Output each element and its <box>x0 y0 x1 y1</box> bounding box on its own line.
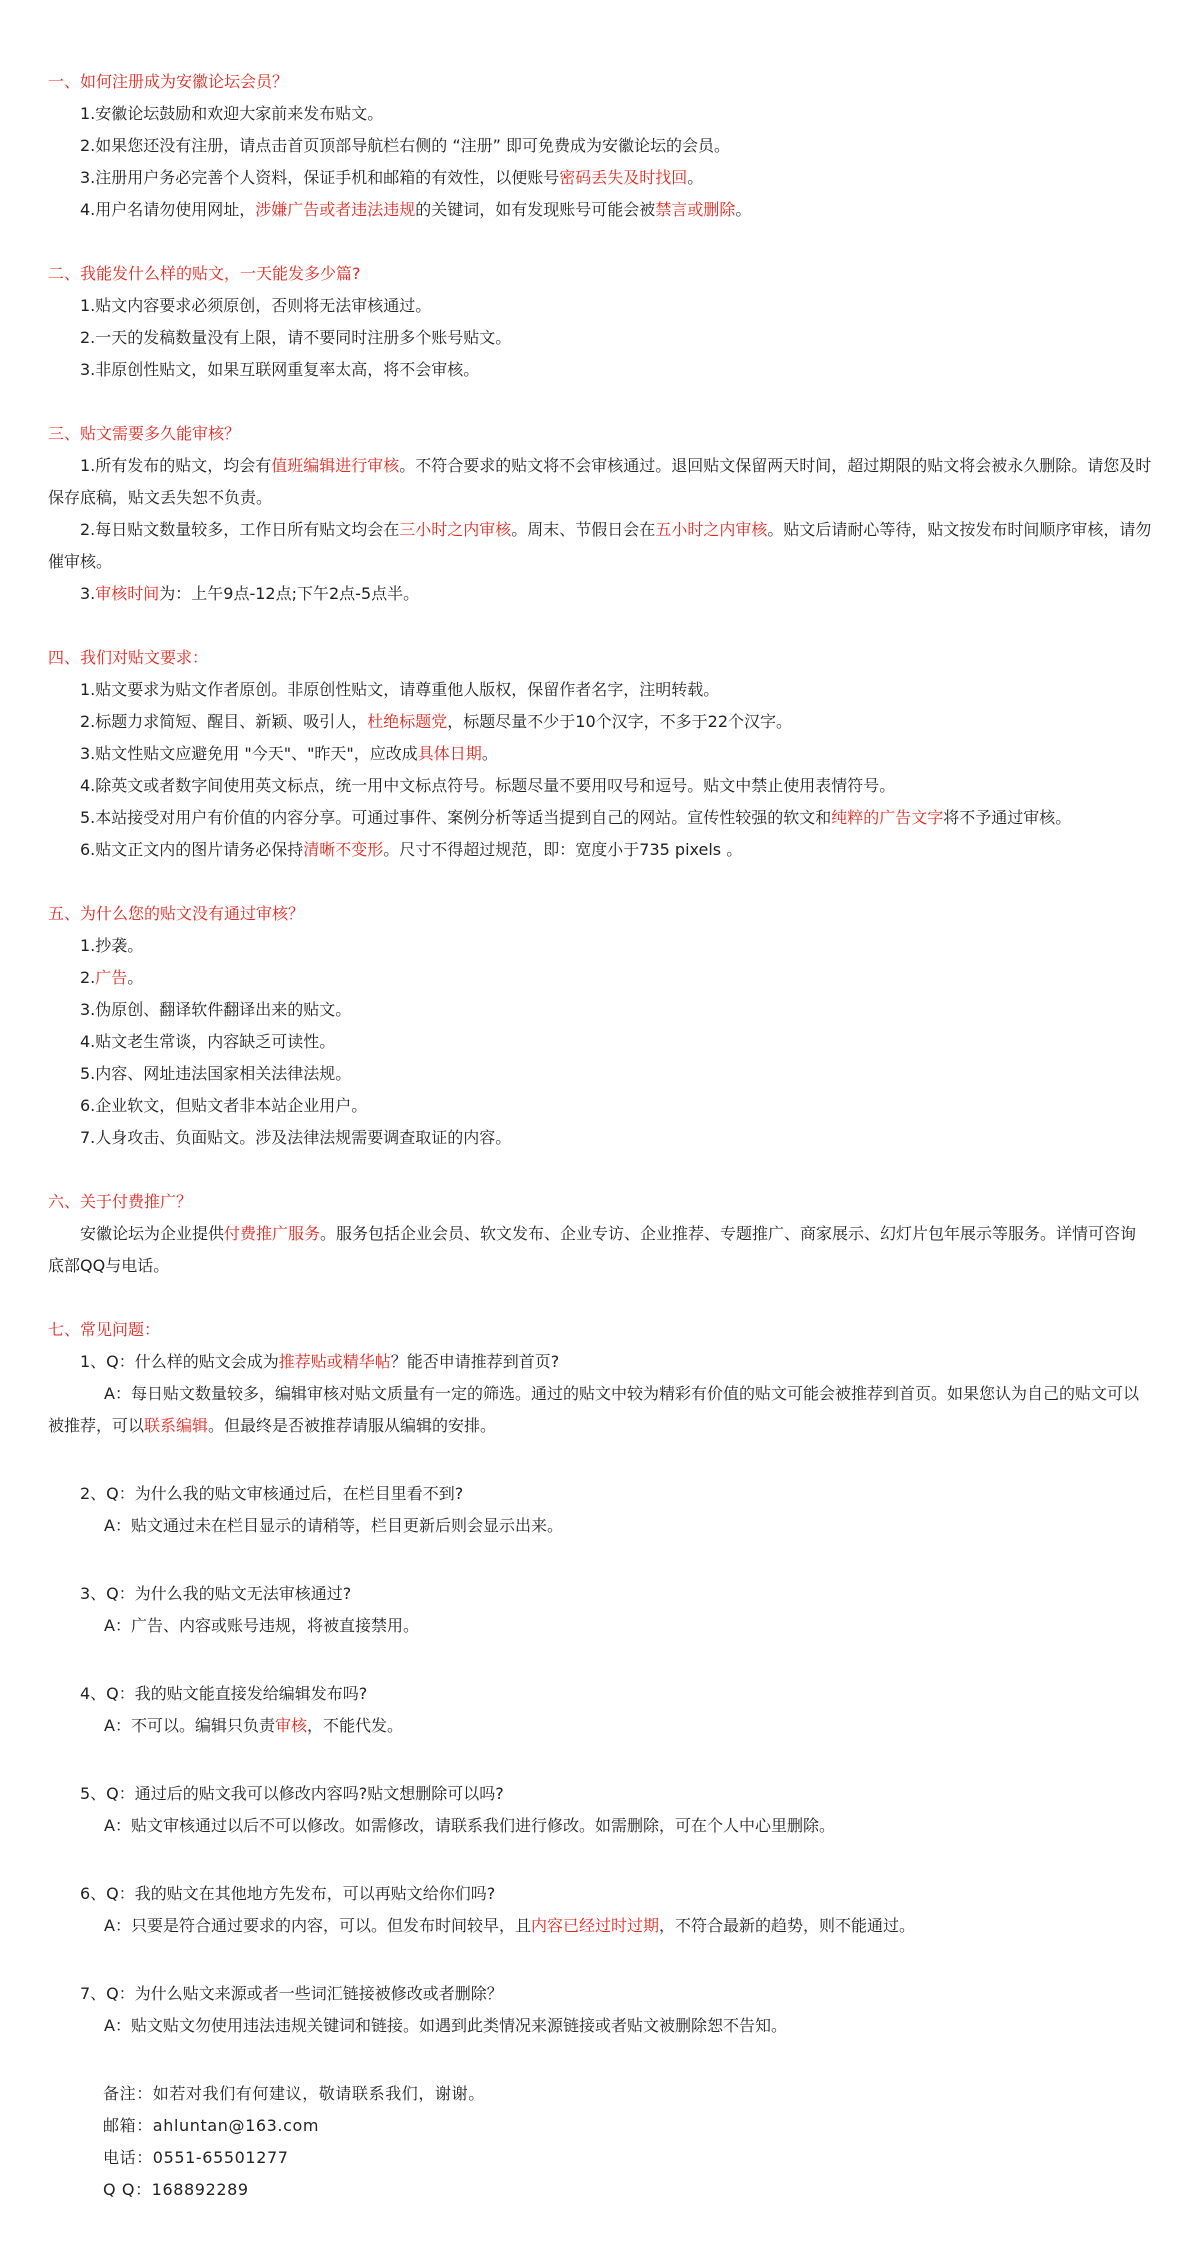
faq-answer-4: A：不可以。编辑只负责审核，不能代发。 <box>104 1716 403 1735</box>
highlight: 密码丢失及时找回 <box>559 168 688 187</box>
section-5-item-7: 7.人身攻击、负面贴文。涉及法律法规需要调查取证的内容。 <box>80 1128 512 1147</box>
section-5-title: 五、为什么您的贴文没有通过审核？ <box>48 904 305 923</box>
section-6-paragraph: 安徽论坛为企业提供付费推广服务。服务包括企业会员、软文发布、企业专访、企业推荐、专题推广、商家展示、幻灯片包年展示等服务。详情可咨询底部QQ与电话。 <box>48 1224 1137 1275</box>
section-5-item-2: 2.广告。 <box>80 968 144 987</box>
section-4-item-4: 4.除英文或者数字间使用英文标点，统一用中文标点符号。标题尽量不要用叹号和逗号。贴文中禁止使用表情符号。 <box>80 776 896 795</box>
section-3-item-1: 1.所有发布的贴文，均会有值班编辑进行审核。不符合要求的贴文将不会审核通过。退回贴文保留两天时间，超过期限的贴文将会被永久删除。请您及时保存底稿，贴文丢失恕不负责。 <box>48 456 1152 507</box>
highlight: 付费推广服务 <box>224 1224 321 1243</box>
highlight: 广告 <box>95 968 128 987</box>
section-3-item-3: 3.审核时间为：上午9点-12点;下午2点-5点半。 <box>80 584 420 603</box>
faq-answer-1: A：每日贴文数量较多，编辑审核对贴文质量有一定的筛选。通过的贴文中较为精彩有价值的贴文可能会被推荐到首页。如果您认为自己的贴文可以被推荐，可以联系编辑。但最终是否被推荐请服从编辑的安排。 <box>48 1384 1139 1435</box>
highlight: 值班编辑进行审核 <box>271 456 400 475</box>
highlight: 杜绝标题党 <box>367 712 448 731</box>
section-2-item-2: 2.一天的发稿数量没有上限，请不要同时注册多个账号贴文。 <box>80 328 512 347</box>
faq-answer-6: A：只要是符合通过要求的内容，可以。但发布时间较早，且内容已经过时过期，不符合最新的趋势，则不能通过。 <box>104 1916 915 1935</box>
highlight: 审核时间 <box>95 584 160 603</box>
highlight: 禁言或删除 <box>655 200 736 219</box>
section-3-title: 三、贴文需要多久能审核？ <box>48 424 241 443</box>
section-4-item-3: 3.贴文性贴文应避免用 "今天"、"昨天"，应改成具体日期。 <box>80 744 498 763</box>
contact-qq[interactable]: Q Q：168892289 <box>103 2180 249 2199</box>
faq-question-7: 7、Q：为什么贴文来源或者一些词汇链接被修改或者删除？ <box>80 1984 503 2003</box>
section-5-item-3: 3.伪原创、翻译软件翻译出来的贴文。 <box>80 1000 352 1019</box>
highlight: 三小时之内审核 <box>399 520 512 539</box>
faq-question-4: 4、Q：我的贴文能直接发给编辑发布吗? <box>80 1684 368 1703</box>
section-5-item-6: 6.企业软文，但贴文者非本站企业用户。 <box>80 1096 368 1115</box>
section-4-item-6: 6.贴文正文内的图片请务必保持清晰不变形。尺寸不得超过规范，即：宽度小于735 pixels 。 <box>80 840 743 859</box>
faq-question-6: 6、Q：我的贴文在其他地方先发布，可以再贴文给你们吗? <box>80 1884 496 1903</box>
faq-question-5: 5、Q：通过后的贴文我可以修改内容吗?贴文想删除可以吗? <box>80 1784 504 1803</box>
highlight: 推荐贴或精华帖 <box>278 1352 391 1371</box>
highlight: 纯粹的广告文字 <box>831 808 944 827</box>
faq-question-3: 3、Q：为什么我的贴文无法审核通过? <box>80 1584 352 1603</box>
faq-answer-3: A：广告、内容或账号违规，将被直接禁用。 <box>104 1616 419 1635</box>
section-7-title: 七、常见问题： <box>48 1320 161 1339</box>
contact-note: 备注：如若对我们有何建议，敬请联系我们，谢谢。 <box>103 2084 485 2103</box>
contact-email[interactable]: 邮箱：ahluntan@163.com <box>103 2116 320 2135</box>
faq-answer-5: A：贴文审核通过以后不可以修改。如需修改，请联系我们进行修改。如需删除，可在个人中心里删除。 <box>104 1816 835 1835</box>
highlight: 联系编辑 <box>144 1416 209 1435</box>
highlight: 涉嫌广告或者违法违规 <box>255 200 416 219</box>
section-1-title: 一、如何注册成为安徽论坛会员？ <box>48 72 289 91</box>
faq-question-2: 2、Q：为什么我的贴文审核通过后，在栏目里看不到? <box>80 1484 464 1503</box>
faq-answer-7: A：贴文贴文勿使用违法违规关键词和链接。如遇到此类情况来源链接或者贴文被删除恕不告知。 <box>104 2016 787 2035</box>
section-6-title: 六、关于付费推广？ <box>48 1192 193 1211</box>
highlight: 清晰不变形 <box>303 840 384 859</box>
section-2-title: 二、我能发什么样的贴文，一天能发多少篇? <box>48 264 361 283</box>
section-5-item-4: 4.贴文老生常谈，内容缺乏可读性。 <box>80 1032 336 1051</box>
section-5-item-1: 1.抄袭。 <box>80 936 144 955</box>
contact-phone[interactable]: 电话：0551-65501277 <box>103 2148 289 2167</box>
highlight: 具体日期 <box>417 744 482 763</box>
section-4-item-5: 5.本站接受对用户有价值的内容分享。可通过事件、案例分析等适当提到自己的网站。宣传性较强的软文和纯粹的广告文字将不予通过审核。 <box>80 808 1072 827</box>
section-1-item-3: 3.注册用户务必完善个人资料，保证手机和邮箱的有效性，以便账号密码丢失及时找回。 <box>80 168 704 187</box>
faq-answer-2: A：贴文通过未在栏目显示的请稍等，栏目更新后则会显示出来。 <box>104 1516 563 1535</box>
faq-question-1: 1、Q：什么样的贴文会成为推荐贴或精华帖？能否申请推荐到首页? <box>80 1352 560 1371</box>
section-2-item-3: 3.非原创性贴文，如果互联网重复率太高，将不会审核。 <box>80 360 480 379</box>
section-4-title: 四、我们对贴文要求： <box>48 648 209 667</box>
help-document <box>48 66 1152 2206</box>
section-2-item-1: 1.贴文内容要求必须原创，否则将无法审核通过。 <box>80 296 432 315</box>
section-3-item-2: 2.每日贴文数量较多，工作日所有贴文均会在三小时之内审核。周末、节假日会在五小时之内审核。贴文后请耐心等待，贴文按发布时间顺序审核，请勿催审核。 <box>48 520 1152 571</box>
section-1-item-2: 2.如果您还没有注册，请点击首页顶部导航栏右侧的 “注册” 即可免费成为安徽论坛的会员。 <box>80 136 731 155</box>
section-4-item-1: 1.贴文要求为贴文作者原创。非原创性贴文，请尊重他人版权，保留作者名字，注明转载。 <box>80 680 720 699</box>
highlight: 五小时之内审核 <box>655 520 768 539</box>
highlight: 审核 <box>274 1716 307 1735</box>
section-1-item-4: 4.用户名请勿使用网址，涉嫌广告或者违法违规的关键词，如有发现账号可能会被禁言或删除。 <box>80 200 752 219</box>
section-5-item-5: 5.内容、网址违法国家相关法律法规。 <box>80 1064 352 1083</box>
section-1-item-1: 1.安徽论坛鼓励和欢迎大家前来发布贴文。 <box>80 104 384 123</box>
section-4-item-2: 2.标题力求简短、醒目、新颖、吸引人，杜绝标题党，标题尽量不少于10个汉字，不多于22个汉字。 <box>80 712 793 731</box>
highlight: 内容已经过时过期 <box>530 1916 659 1935</box>
